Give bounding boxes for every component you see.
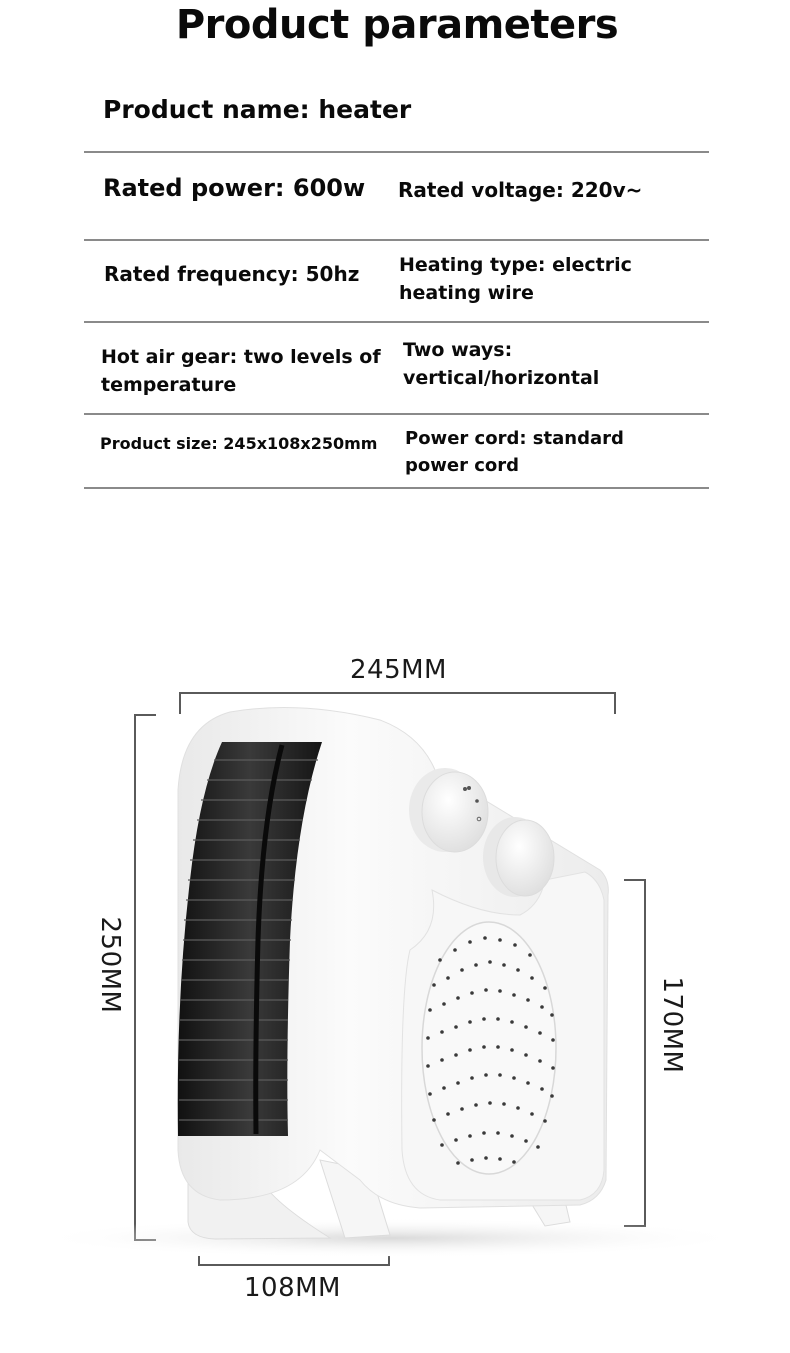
param-power-cord-2: power cord [405, 455, 520, 476]
param-rated-frequency: Rated frequency: 50hz [104, 262, 360, 286]
dimension-width-label: 245MM [350, 655, 447, 685]
param-hot-air-gear-1: Hot air gear: two levels of [101, 346, 381, 368]
param-power-cord-1: Power cord: standard [405, 428, 624, 449]
page-title: Product parameters [175, 2, 619, 48]
param-two-ways-2: vertical/horizontal [403, 367, 600, 389]
param-rated-voltage: Rated voltage: 220v~ [398, 178, 643, 202]
param-heating-type-1: Heating type: electric [399, 254, 632, 276]
param-product-name: Product name: heater [103, 95, 412, 124]
param-product-size: Product size: 245x108x250mm [100, 434, 378, 453]
param-two-ways-1: Two ways: [403, 339, 513, 361]
param-heating-type-2: heating wire [399, 282, 534, 304]
param-hot-air-gear-2: temperature [101, 374, 237, 396]
param-rated-power: Rated power: 600w [103, 174, 366, 202]
dimension-height-label: 250MM [95, 916, 125, 1014]
dimension-depth-label: 108MM [244, 1273, 341, 1303]
dimension-grille-label: 170MM [657, 976, 687, 1074]
